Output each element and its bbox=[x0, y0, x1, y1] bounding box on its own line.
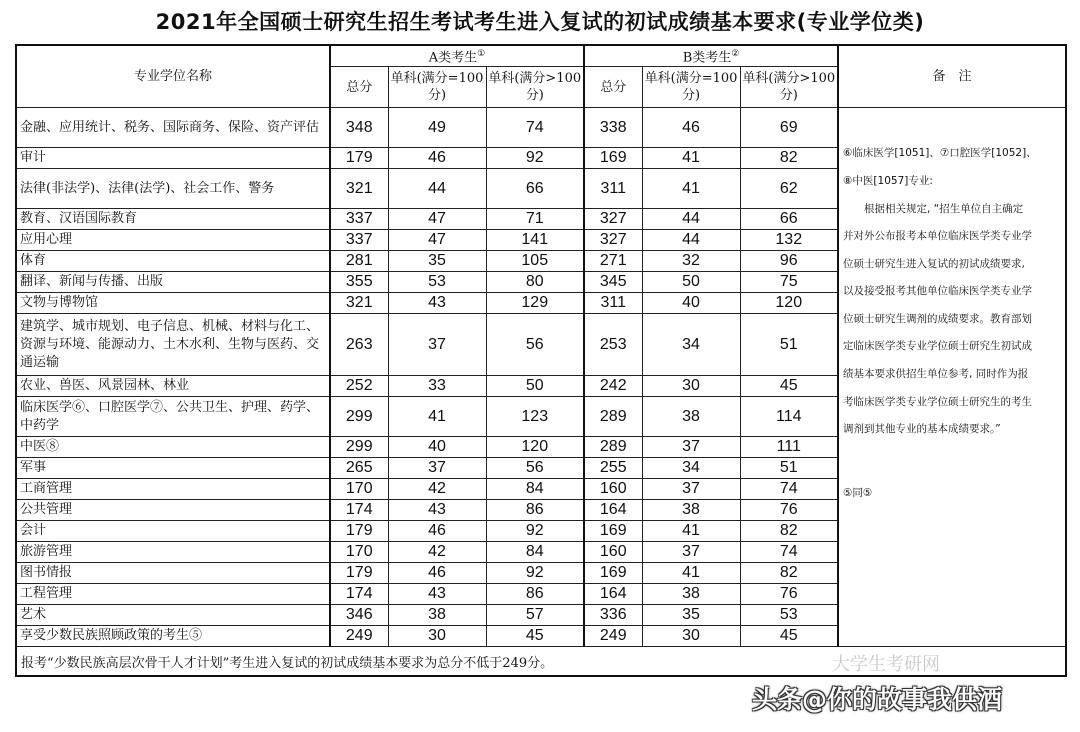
note-line: 位硕士研究生进入复试的初试成绩要求, bbox=[843, 257, 1025, 270]
score-a-total: 337 bbox=[330, 230, 388, 251]
score-a-singleover100: 92 bbox=[486, 521, 584, 542]
score-a-single100: 43 bbox=[388, 584, 486, 605]
score-a-singleover100: 45 bbox=[486, 626, 584, 647]
score-a-singleover100: 86 bbox=[486, 500, 584, 521]
score-a-singleover100: 84 bbox=[486, 542, 584, 563]
note-line: 考临床医学类专业学位硕士研究生的考生 bbox=[843, 395, 1033, 408]
score-b-single100: 34 bbox=[642, 458, 740, 479]
score-b-single100: 38 bbox=[642, 397, 740, 437]
major-name: 享受少数民族照顾政策的考生⑤ bbox=[16, 626, 330, 647]
score-a-single100: 44 bbox=[388, 169, 486, 209]
score-b-singleover100: 82 bbox=[740, 563, 838, 584]
score-b-single100: 30 bbox=[642, 376, 740, 397]
score-a-singleover100: 123 bbox=[486, 397, 584, 437]
score-b-total: 327 bbox=[584, 230, 642, 251]
score-b-single100: 34 bbox=[642, 314, 740, 376]
score-b-total: 249 bbox=[584, 626, 642, 647]
note-line: 定临床医学类专业学位硕士研究生初试成 bbox=[843, 340, 1033, 353]
major-name: 军事 bbox=[16, 458, 330, 479]
note-line: 根据相关规定, “招生单位自主确定 bbox=[843, 202, 1024, 215]
score-b-single100: 46 bbox=[642, 108, 740, 148]
major-name: 中医⑧ bbox=[16, 437, 330, 458]
score-a-single100: 42 bbox=[388, 542, 486, 563]
score-b-single100: 40 bbox=[642, 293, 740, 314]
score-a-single100: 46 bbox=[388, 563, 486, 584]
score-a-total: 281 bbox=[330, 251, 388, 272]
score-a-single100: 46 bbox=[388, 148, 486, 169]
major-name: 审计 bbox=[16, 148, 330, 169]
score-b-single100: 41 bbox=[642, 148, 740, 169]
score-table bbox=[15, 44, 1067, 677]
score-a-singleover100: 86 bbox=[486, 584, 584, 605]
score-a-singleover100: 50 bbox=[486, 376, 584, 397]
score-a-total: 170 bbox=[330, 479, 388, 500]
watermark-faint: 大学生考研网 bbox=[832, 654, 940, 675]
score-b-total: 271 bbox=[584, 251, 642, 272]
score-b-singleover100: 66 bbox=[740, 209, 838, 230]
score-b-singleover100: 76 bbox=[740, 584, 838, 605]
score-b-total: 169 bbox=[584, 148, 642, 169]
score-a-singleover100: 56 bbox=[486, 458, 584, 479]
major-name: 工商管理 bbox=[16, 479, 330, 500]
score-b-single100: 50 bbox=[642, 272, 740, 293]
major-name: 文物与博物馆 bbox=[16, 293, 330, 314]
major-name: 翻译、新闻与传播、出版 bbox=[16, 272, 330, 293]
score-b-total: 327 bbox=[584, 209, 642, 230]
score-a-singleover100: 129 bbox=[486, 293, 584, 314]
score-a-total: 179 bbox=[330, 521, 388, 542]
score-a-single100: 49 bbox=[388, 108, 486, 148]
score-a-singleover100: 80 bbox=[486, 272, 584, 293]
major-name: 建筑学、城市规划、电子信息、机械、材料与化工、资源与环境、能源动力、土木水利、生物与医药、交通运输 bbox=[16, 314, 330, 376]
score-a-singleover100: 84 bbox=[486, 479, 584, 500]
major-name: 临床医学⑥、口腔医学⑦、公共卫生、护理、药学、中药学 bbox=[16, 397, 330, 437]
score-a-single100: 42 bbox=[388, 479, 486, 500]
score-b-singleover100: 74 bbox=[740, 479, 838, 500]
notes-cell bbox=[838, 108, 1066, 647]
score-a-single100: 41 bbox=[388, 397, 486, 437]
score-a-singleover100: 57 bbox=[486, 605, 584, 626]
score-b-total: 242 bbox=[584, 376, 642, 397]
score-b-total: 253 bbox=[584, 314, 642, 376]
footer-note: 报考“少数民族高层次骨干人才计划”考生进入复试的初试成绩基本要求为总分不低于249分。 bbox=[16, 647, 1066, 677]
note-line: 调剂到其他专业的基本成绩要求。” bbox=[843, 423, 1001, 436]
score-a-total: 337 bbox=[330, 209, 388, 230]
score-b-total: 336 bbox=[584, 605, 642, 626]
score-a-single100: 35 bbox=[388, 251, 486, 272]
score-b-total: 169 bbox=[584, 521, 642, 542]
score-a-single100: 30 bbox=[388, 626, 486, 647]
score-b-single100: 37 bbox=[642, 479, 740, 500]
score-b-single100: 30 bbox=[642, 626, 740, 647]
score-a-total: 174 bbox=[330, 584, 388, 605]
score-a-single100: 43 bbox=[388, 500, 486, 521]
score-a-single100: 38 bbox=[388, 605, 486, 626]
score-b-total: 338 bbox=[584, 108, 642, 148]
score-a-single100: 47 bbox=[388, 230, 486, 251]
major-name: 体育 bbox=[16, 251, 330, 272]
score-b-single100: 44 bbox=[642, 209, 740, 230]
major-name: 艺术 bbox=[16, 605, 330, 626]
score-a-total: 346 bbox=[330, 605, 388, 626]
score-a-singleover100: 120 bbox=[486, 437, 584, 458]
score-a-total: 263 bbox=[330, 314, 388, 376]
header-group-a: A类考生① bbox=[330, 45, 584, 67]
score-b-total: 289 bbox=[584, 437, 642, 458]
score-b-single100: 41 bbox=[642, 521, 740, 542]
score-a-singleover100: 92 bbox=[486, 148, 584, 169]
page-title: 2021年全国硕士研究生招生考试考生进入复试的初试成绩基本要求(专业学位类) bbox=[155, 10, 925, 34]
score-a-single100: 33 bbox=[388, 376, 486, 397]
score-b-total: 311 bbox=[584, 293, 642, 314]
score-a-total: 170 bbox=[330, 542, 388, 563]
score-b-singleover100: 62 bbox=[740, 169, 838, 209]
score-b-singleover100: 51 bbox=[740, 458, 838, 479]
score-a-total: 179 bbox=[330, 563, 388, 584]
score-b-total: 255 bbox=[584, 458, 642, 479]
score-b-single100: 41 bbox=[642, 169, 740, 209]
score-a-singleover100: 74 bbox=[486, 108, 584, 148]
note-line: ⑧中医[1057]专业: bbox=[843, 174, 933, 187]
score-b-singleover100: 74 bbox=[740, 542, 838, 563]
major-name: 旅游管理 bbox=[16, 542, 330, 563]
score-b-singleover100: 82 bbox=[740, 521, 838, 542]
major-name: 农业、兽医、风景园林、林业 bbox=[16, 376, 330, 397]
score-b-singleover100: 96 bbox=[740, 251, 838, 272]
watermark: 头条@你的故事我供酒 bbox=[752, 685, 1003, 714]
score-a-singleover100: 56 bbox=[486, 314, 584, 376]
score-b-total: 345 bbox=[584, 272, 642, 293]
score-b-total: 289 bbox=[584, 397, 642, 437]
score-a-total: 355 bbox=[330, 272, 388, 293]
score-a-total: 265 bbox=[330, 458, 388, 479]
header-notes: 备 注 bbox=[838, 45, 1066, 108]
score-a-singleover100: 66 bbox=[486, 169, 584, 209]
score-b-total: 160 bbox=[584, 479, 642, 500]
note-line: 并对外公布报考本单位临床医学类专业学 bbox=[843, 230, 1033, 243]
note-5: ⑤同⑤ bbox=[843, 486, 873, 499]
score-a-singleover100: 105 bbox=[486, 251, 584, 272]
major-name: 教育、汉语国际教育 bbox=[16, 209, 330, 230]
score-a-total: 348 bbox=[330, 108, 388, 148]
score-b-singleover100: 120 bbox=[740, 293, 838, 314]
score-b-singleover100: 114 bbox=[740, 397, 838, 437]
header-a-singleover100: 单科(满分>100分) bbox=[486, 67, 584, 108]
header-a-total: 总分 bbox=[330, 67, 388, 108]
note-line: ⑥临床医学[1051]、⑦口腔医学[1052]、 bbox=[843, 147, 1037, 160]
score-b-singleover100: 82 bbox=[740, 148, 838, 169]
score-b-total: 164 bbox=[584, 584, 642, 605]
score-a-total: 299 bbox=[330, 397, 388, 437]
score-a-total: 249 bbox=[330, 626, 388, 647]
score-a-total: 174 bbox=[330, 500, 388, 521]
table-row bbox=[16, 108, 1066, 148]
score-b-singleover100: 51 bbox=[740, 314, 838, 376]
score-a-total: 252 bbox=[330, 376, 388, 397]
major-name: 公共管理 bbox=[16, 500, 330, 521]
score-b-total: 311 bbox=[584, 169, 642, 209]
score-b-singleover100: 69 bbox=[740, 108, 838, 148]
score-a-singleover100: 92 bbox=[486, 563, 584, 584]
score-b-singleover100: 132 bbox=[740, 230, 838, 251]
score-a-single100: 43 bbox=[388, 293, 486, 314]
score-a-singleover100: 141 bbox=[486, 230, 584, 251]
header-major-name: 专业学位名称 bbox=[16, 45, 330, 108]
note-line: 以及接受报考其他单位临床医学类专业学 bbox=[843, 285, 1033, 298]
score-b-singleover100: 45 bbox=[740, 376, 838, 397]
score-a-total: 321 bbox=[330, 293, 388, 314]
score-b-singleover100: 76 bbox=[740, 500, 838, 521]
score-b-single100: 32 bbox=[642, 251, 740, 272]
header-a-single100: 单科(满分=100分) bbox=[388, 67, 486, 108]
score-b-singleover100: 53 bbox=[740, 605, 838, 626]
major-name: 工程管理 bbox=[16, 584, 330, 605]
score-b-singleover100: 111 bbox=[740, 437, 838, 458]
header-b-single100: 单科(满分=100分) bbox=[642, 67, 740, 108]
score-b-total: 160 bbox=[584, 542, 642, 563]
major-name: 法律(非法学)、法律(法学)、社会工作、警务 bbox=[16, 169, 330, 209]
score-b-total: 164 bbox=[584, 500, 642, 521]
score-a-single100: 53 bbox=[388, 272, 486, 293]
score-a-single100: 47 bbox=[388, 209, 486, 230]
score-a-single100: 37 bbox=[388, 458, 486, 479]
score-a-single100: 37 bbox=[388, 314, 486, 376]
score-b-single100: 37 bbox=[642, 542, 740, 563]
score-b-single100: 37 bbox=[642, 437, 740, 458]
note-line: 位硕士研究生调剂的成绩要求。教育部划 bbox=[843, 312, 1033, 325]
score-a-total: 321 bbox=[330, 169, 388, 209]
header-group-b: B类考生② bbox=[584, 45, 838, 67]
major-name: 金融、应用统计、税务、国际商务、保险、资产评估 bbox=[16, 108, 330, 148]
score-b-total: 169 bbox=[584, 563, 642, 584]
score-a-single100: 40 bbox=[388, 437, 486, 458]
score-b-single100: 44 bbox=[642, 230, 740, 251]
score-a-total: 179 bbox=[330, 148, 388, 169]
score-b-single100: 38 bbox=[642, 584, 740, 605]
score-a-singleover100: 71 bbox=[486, 209, 584, 230]
score-b-single100: 35 bbox=[642, 605, 740, 626]
major-name: 图书情报 bbox=[16, 563, 330, 584]
major-name: 应用心理 bbox=[16, 230, 330, 251]
header-b-total: 总分 bbox=[584, 67, 642, 108]
score-a-single100: 46 bbox=[388, 521, 486, 542]
score-b-singleover100: 75 bbox=[740, 272, 838, 293]
score-a-total: 299 bbox=[330, 437, 388, 458]
note-line: 绩基本要求供招生单位参考, 同时作为报 bbox=[843, 368, 1029, 381]
score-b-single100: 38 bbox=[642, 500, 740, 521]
header-b-singleover100: 单科(满分>100分) bbox=[740, 67, 838, 108]
major-name: 会计 bbox=[16, 521, 330, 542]
score-b-singleover100: 45 bbox=[740, 626, 838, 647]
score-b-single100: 41 bbox=[642, 563, 740, 584]
